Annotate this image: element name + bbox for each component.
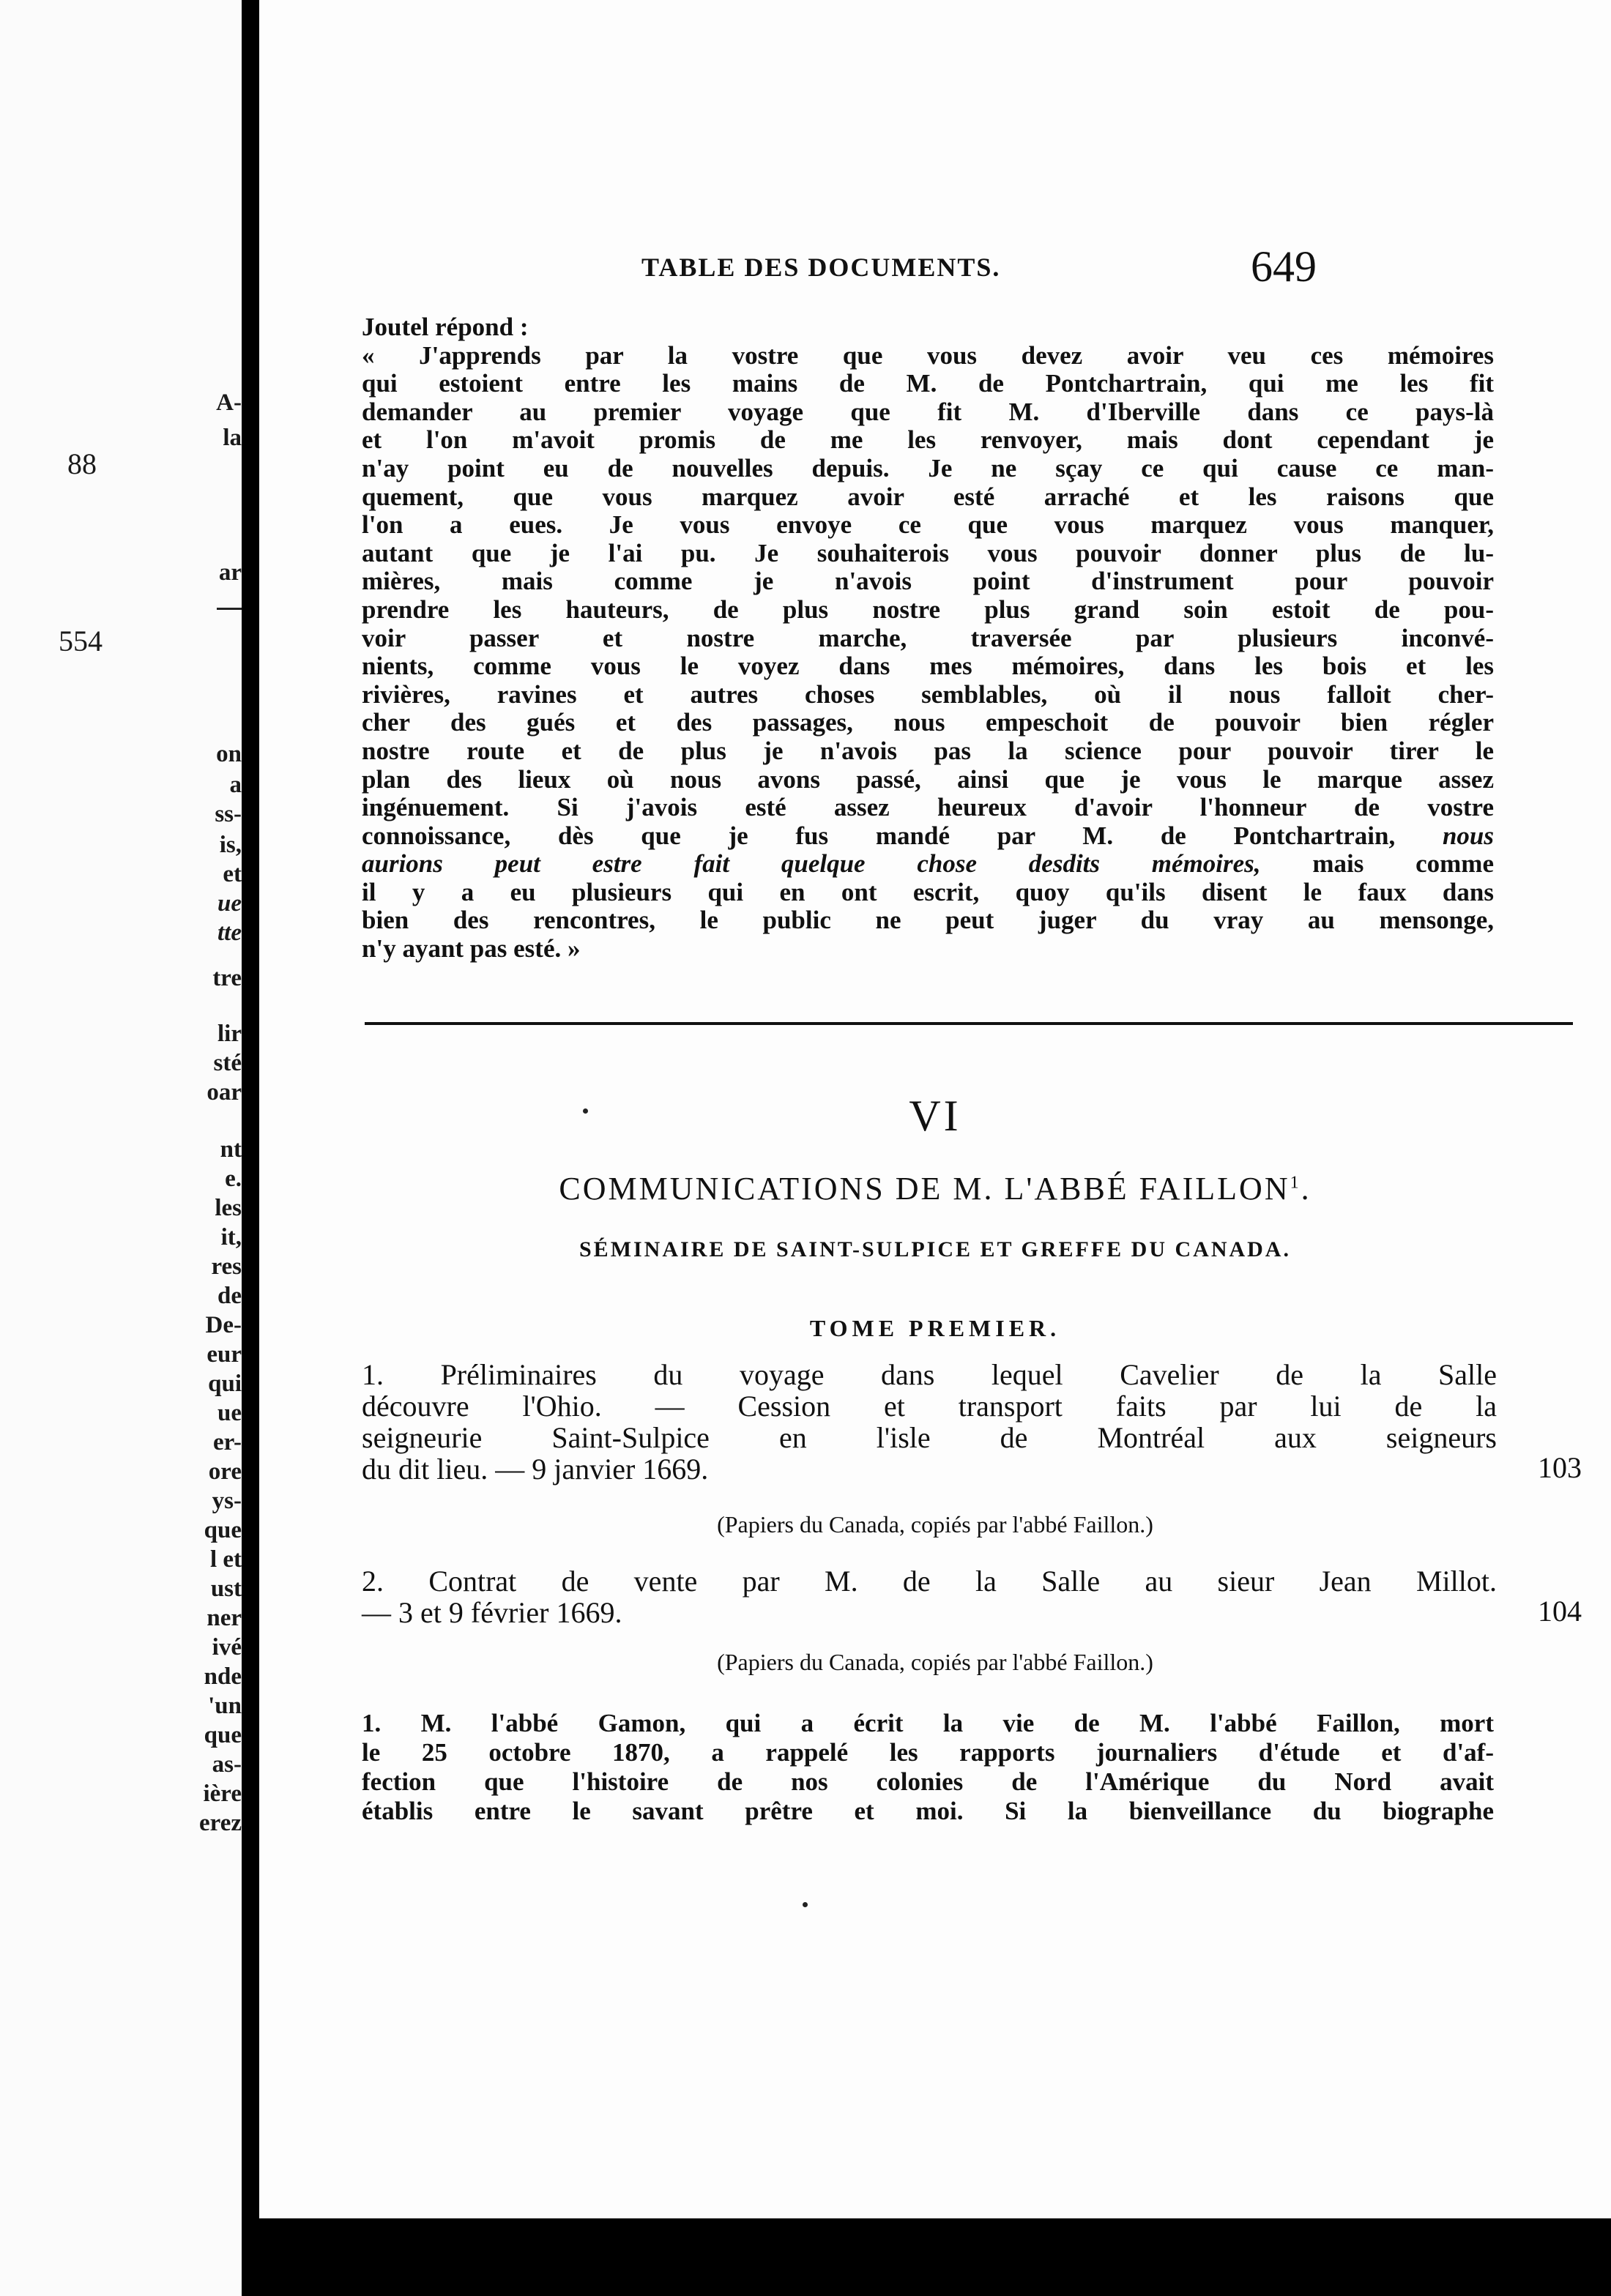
entry-text — [362, 1359, 1497, 1485]
left-page-fragment: ue — [217, 1400, 242, 1426]
footnote-line: le 25 octobre 1870, a rappelé les rapports journaliers d'étude et d'af- — [362, 1738, 1494, 1767]
left-page-fragment: les — [215, 1195, 242, 1221]
left-page-fragment: on — [216, 741, 242, 767]
entry-line: découvre l'Ohio. — Cession et transport faits par lui de la — [362, 1390, 1497, 1423]
text-line: rivières, ravines et autres choses semblables, où il nous falloit cher- — [362, 679, 1494, 709]
left-page-fragment: ar — [218, 559, 242, 586]
text-line: cher des gués et des passages, nous empeschoit de pouvoir bien régler — [362, 708, 1494, 737]
text-line: nients, comme vous le voyez dans mes mémoires, dans les bois et les — [362, 652, 1494, 681]
entry-line: seigneurie Saint-Sulpice en l'isle de Montréal aux seigneurs — [362, 1421, 1497, 1454]
left-page-fragment: it, — [220, 1224, 242, 1250]
left-page-fragment: ys- — [212, 1488, 242, 1514]
text-line: plan des lieux où nous avons passé, ainsi que je vous le marque assez — [362, 764, 1494, 794]
footnote-marker: 1 — [1290, 1173, 1301, 1193]
left-page-fragment: ière — [203, 1781, 242, 1807]
entry-source: (Papiers du Canada, copiés par l'abbé Faillon.) — [717, 1511, 1153, 1538]
text-line: quement, que vous marquez avoir esté arraché et les raisons que — [362, 482, 1494, 511]
text-line: mières, mais comme je n'avois point d'instrument pour pouvoir — [362, 567, 1494, 596]
entry-page-reference: 103 — [1538, 1451, 1582, 1484]
section-title — [259, 1170, 1611, 1207]
page-number: 649 — [1251, 242, 1317, 291]
document-entry — [362, 1358, 1582, 1486]
left-page-fragment: as- — [212, 1751, 242, 1778]
left-page-fragment: et — [223, 861, 242, 887]
left-page-fragment: res — [211, 1253, 242, 1280]
left-page-fragment: er- — [212, 1429, 242, 1456]
footnote — [362, 1709, 1494, 1826]
text-line — [362, 850, 1494, 879]
entry-source: (Papiers du Canada, copiés par l'abbé Faillon.) — [717, 1649, 1153, 1675]
left-page-fragment: de — [217, 1283, 242, 1309]
italic-text: nous — [1442, 821, 1495, 850]
section-divider — [365, 1022, 1573, 1025]
text-line: n'y ayant pas esté. » — [362, 934, 581, 963]
left-page-number: 88 — [67, 447, 97, 480]
section-title-end: . — [1301, 1171, 1312, 1207]
left-page-fragment: ue — [217, 890, 242, 917]
footnote-line: établis entre le savant prêtre et moi. Si la bienveillance du biographe — [362, 1797, 1494, 1825]
left-page-fragment: e. — [225, 1166, 242, 1192]
text-segment: connoissance, dès que je fus mandé par M. de Pontchartrain, — [362, 821, 1396, 850]
left-page-fragment: ivé — [212, 1634, 242, 1660]
left-page-fragment: is, — [219, 832, 242, 858]
left-page-fragment: sté — [213, 1050, 242, 1076]
left-page-fragment: ner — [207, 1605, 242, 1631]
footnote-line: 1. M. l'abbé Gamon, qui a écrit la vie de M. l'abbé Faillon, mort — [362, 1709, 1494, 1737]
left-page-fragment: De- — [205, 1312, 242, 1338]
page-gutter — [242, 0, 259, 2296]
left-page-fragment: a — [229, 772, 242, 798]
left-dash — [217, 608, 242, 610]
left-page-fragment: que — [204, 1722, 242, 1748]
print-speck — [803, 1902, 808, 1907]
left-page-margin — [0, 0, 242, 2296]
text-line: il y a eu plusieurs qui en ont escrit, quoy qu'ils disent le faux dans — [362, 877, 1494, 906]
section-title-text: COMMUNICATIONS DE M. L'ABBÉ FAILLON — [559, 1171, 1290, 1207]
entry-text — [362, 1565, 1497, 1628]
entry-page-reference: 104 — [1538, 1595, 1582, 1628]
section-subtitle: SÉMINAIRE DE SAINT-SULPICE ET GREFFE DU CANADA. — [579, 1237, 1291, 1261]
entry-line: — 3 et 9 février 1669. — [362, 1596, 622, 1629]
text-line: qui estoient entre les mains de M. de Pontchartrain, qui me les fit — [362, 369, 1494, 398]
left-page-number: 554 — [59, 625, 103, 657]
italic-text: aurions peut estre fait quelque chose desdits mémoires, — [362, 849, 1261, 879]
left-page-fragment: lir — [217, 1021, 242, 1047]
running-header: TABLE DES DOCUMENTS. — [641, 253, 1001, 282]
text-line: nostre route et de plus je n'avois pas la science pour pouvoir tirer le — [362, 736, 1494, 765]
text-segment: mais comme — [1312, 849, 1494, 879]
text-line: ingénuement. Si j'avois esté assez heureux d'avoir l'honneur de vostre — [362, 793, 1494, 822]
text-line: voir passer et nostre marche, traversée par plusieurs inconvé- — [362, 623, 1494, 652]
left-page-fragment: 'un — [208, 1693, 242, 1719]
entry-line: du dit lieu. — 9 janvier 1669. — [362, 1453, 709, 1486]
left-page-fragment: que — [204, 1517, 242, 1543]
text-line: demander au premier voyage que fit M. d'Iberville dans ce pays-là — [362, 397, 1494, 426]
left-page-fragment: erez — [199, 1810, 242, 1836]
document-page — [259, 0, 1611, 2218]
left-page-fragment: A- — [216, 390, 242, 416]
footnote-line: fection que l'histoire de nos colonies de l'Amérique du Nord avait — [362, 1767, 1494, 1796]
left-page-fragment: qui — [208, 1371, 242, 1397]
left-page-fragment: ss- — [215, 801, 242, 827]
entry-line: 2. Contrat de vente par M. de la Salle au sieur Jean Millot. — [362, 1565, 1497, 1598]
left-page-fragment: l et — [209, 1546, 242, 1573]
entry-line: 1. Préliminaires du voyage dans lequel Cavelier de la Salle — [362, 1358, 1497, 1391]
left-page-fragment: tte — [217, 920, 242, 946]
text-line: n'ay point eu de nouvelles depuis. Je ne sçay ce qui cause ce man- — [362, 453, 1494, 482]
document-entry — [362, 1565, 1582, 1629]
text-line: prendre les hauteurs, de plus nostre plus grand soin estoit de pou- — [362, 594, 1494, 624]
left-page-fragment: oar — [207, 1079, 242, 1106]
text-line — [362, 822, 1494, 851]
quoted-letter — [362, 313, 1494, 963]
left-page-fragment: la — [223, 425, 242, 451]
left-page-fragment: ore — [208, 1458, 242, 1485]
left-page-fragment: tre — [212, 965, 242, 991]
section-numeral: VI — [909, 1092, 961, 1140]
text-line: Joutel répond : — [362, 313, 529, 341]
volume-title: TOME PREMIER. — [809, 1315, 1061, 1341]
left-page-fragment: eur — [207, 1341, 242, 1368]
text-line: bien des rencontres, le public ne peut juger du vray au mensonge, — [362, 906, 1494, 935]
text-line: et l'on m'avoit promis de me les renvoyer, mais dont cependant je — [362, 425, 1494, 455]
text-line: autant que je l'ai pu. Je souhaiterois vous pouvoir donner plus de lu- — [362, 538, 1494, 567]
left-page-fragment: nt — [220, 1136, 242, 1163]
text-line: l'on a eues. Je vous envoye ce que vous marquez vous manquer, — [362, 510, 1494, 540]
text-line: « J'apprends par la vostre que vous devez avoir veu ces mémoires — [362, 340, 1494, 370]
left-page-fragment: ust — [210, 1576, 242, 1602]
left-page-fragment: nde — [204, 1663, 242, 1690]
